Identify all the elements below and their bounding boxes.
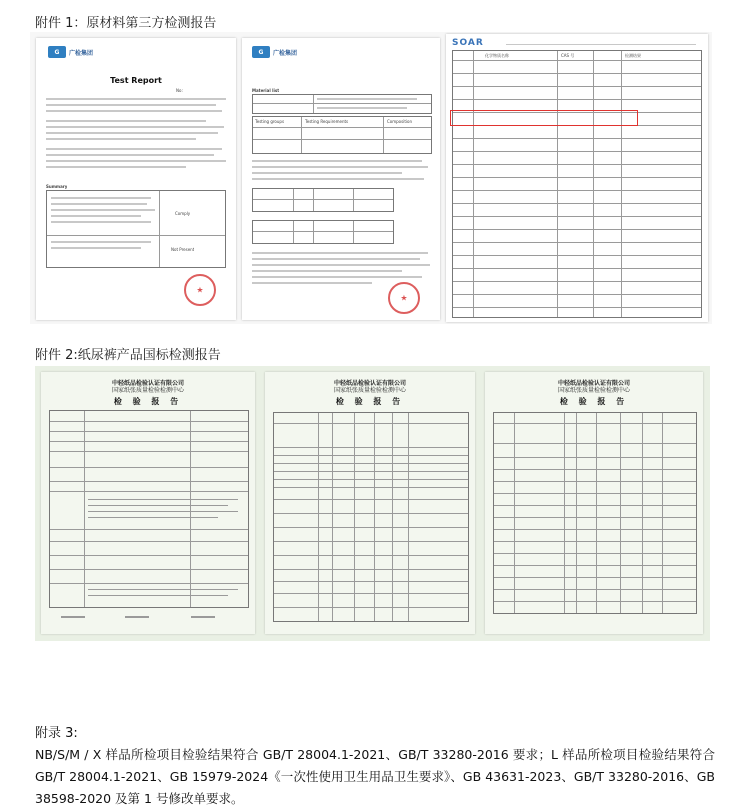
org-name: 中轻纸品检验认证有限公司	[333, 380, 406, 387]
org-name: 中轻纸品检验认证有限公司	[557, 380, 630, 387]
testing-groups-table	[252, 116, 432, 154]
result-comply: Comply	[175, 211, 191, 216]
center-name: 国家纸张质量检验检测中心	[111, 387, 184, 394]
test-report-page-2	[242, 38, 440, 320]
col-substance-name: 化学物质名称	[485, 53, 509, 58]
col-testing-groups: Testing groups	[255, 119, 285, 124]
report-number-label: No:	[176, 88, 183, 93]
material-table	[252, 94, 432, 114]
official-seal-icon	[184, 274, 216, 306]
report-title: Test Report	[110, 76, 162, 85]
soar-logo: SOAR	[452, 38, 484, 48]
summary-table	[46, 190, 226, 268]
col-cas-number: CAS 号	[561, 53, 575, 58]
gttc-logo	[252, 46, 297, 58]
summary-label: Summary	[46, 184, 68, 189]
report-title: 检 验 报 告	[335, 397, 405, 406]
report-title: 检 验 报 告	[113, 397, 183, 406]
section-1-title: 附件 1：原材料第三方检测报告	[35, 16, 217, 31]
result-not-present: Not Present	[171, 247, 195, 252]
gttc-logo-text: 广检集团	[273, 49, 298, 57]
gttc-logo-text: 广检集团	[69, 49, 94, 57]
col-composition: Composition	[387, 119, 412, 124]
highlighted-row	[450, 110, 638, 126]
gttc-logo-icon: G	[48, 46, 66, 58]
hygiene-items-table	[493, 412, 697, 614]
soar-substance-table	[446, 34, 708, 322]
col-testing-requirements: Testing Requirements	[305, 119, 349, 124]
inspection-report-page-3	[485, 372, 703, 634]
test-report-page-1	[36, 38, 236, 320]
inspection-report-page-2	[265, 372, 475, 634]
test-items-table	[273, 412, 469, 622]
material-list-label: Material list	[252, 88, 280, 93]
appendix-3-title: 附录 3:	[35, 726, 78, 741]
center-name: 国家纸张质量检验检测中心	[557, 387, 630, 394]
appendix-3-body: NB/S/M / X 样品所检项目检验结果符合 GB/T 28004.1-2021、GB/T 33280-2016 要求；L 样品所检项目检验结果符合 GB/T 28004.1-2021、GB 15979-2024《一次性使用卫生用品卫生要求》、GB 43631-2023、GB/T 33280-2016、GB 38598-2020 及第 1 号修改单要求。	[35, 747, 715, 806]
inspection-report-page-1	[41, 372, 255, 634]
col-test-result: 检测结果	[625, 53, 641, 58]
report-info-table	[49, 410, 249, 608]
org-name: 中轻纸品检验认证有限公司	[111, 380, 184, 387]
result-table-2	[252, 220, 394, 244]
gttc-logo-icon: G	[252, 46, 270, 58]
substance-table	[452, 50, 702, 318]
report-title: 检 验 报 告	[559, 397, 629, 406]
official-seal-icon	[388, 282, 420, 314]
center-name: 国家纸张质量检验检测中心	[333, 387, 406, 394]
result-table-1	[252, 188, 394, 212]
section-2-title: 附件 2:纸尿裤产品国标检测报告	[35, 348, 221, 363]
raw-material-reports-photo	[30, 32, 712, 324]
gttc-logo	[48, 46, 93, 58]
diaper-national-standard-reports-photo	[35, 366, 710, 641]
